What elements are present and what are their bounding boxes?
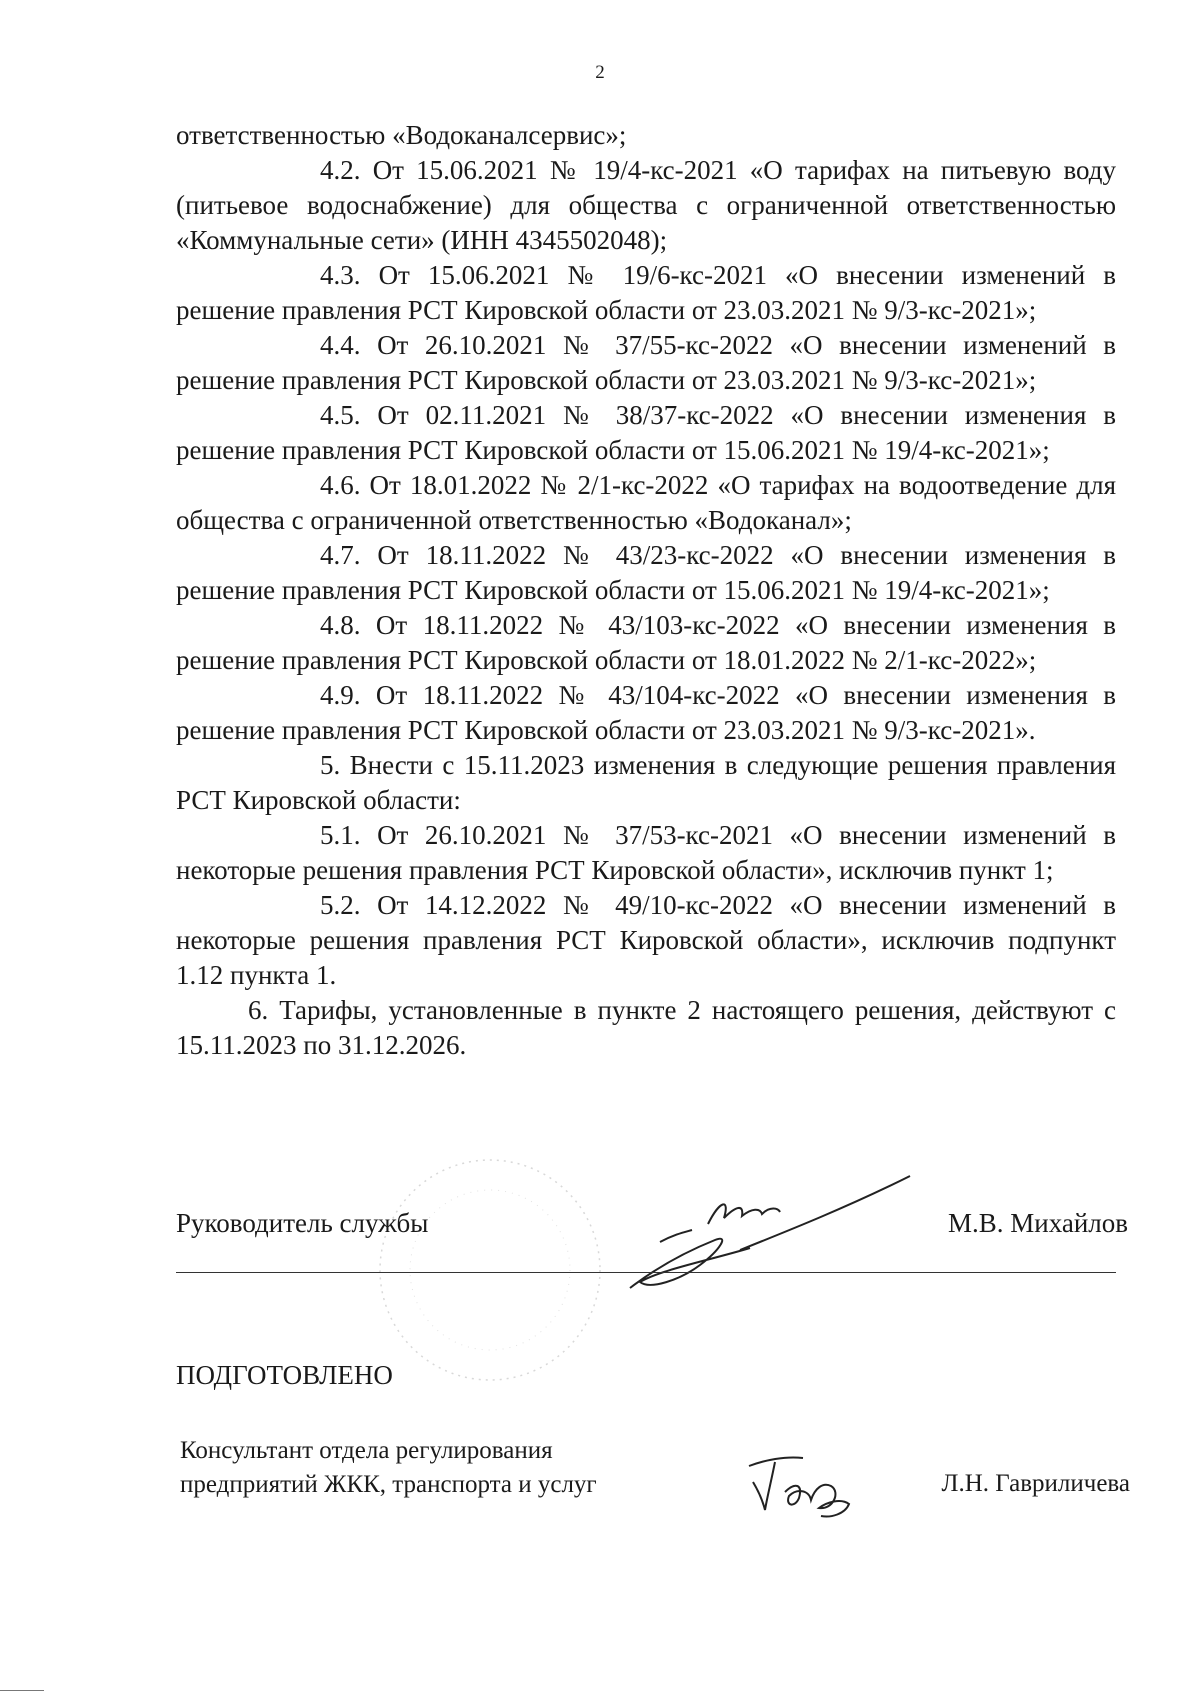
paragraph-text: От 15.06.2021 № 19/4-кс-2021 «О тарифах на питьевую воду (питьевое водоснабжение) для общества с ограниченной ответственностью «Коммунальные сети» (ИНН 4345502048); [176, 155, 1116, 255]
paragraph-4-9 [176, 678, 1116, 748]
consultant-signature [745, 1452, 855, 1522]
paragraph-4-8 [176, 608, 1116, 678]
paragraph-5-1 [176, 818, 1116, 888]
prepared-label: ПОДГОТОВЛЕНО [176, 1360, 393, 1390]
paragraph-number: 5. [320, 750, 341, 780]
paragraph-text: От 18.11.2022 № 43/23-кс-2022 «О внесении изменения в решение правления РСТ Кировской области от 15.06.2021 № 19/4-кс-2021»; [176, 540, 1116, 605]
paragraph-text: Внести с 15.11.2023 изменения в следующие решения правления РСТ Кировской области: [176, 750, 1116, 815]
faded-stamp-mark [360, 1140, 620, 1400]
consultant-title-line-1: Консультант отдела регулирования [180, 1437, 553, 1464]
paragraph-text: От 14.12.2022 № 49/10-кс-2022 «О внесении изменений в некоторые решения правления РСТ Кировской области», исключив подпункт 1.12 пункта 1. [176, 890, 1117, 990]
paragraph-text: ответственностью «Водоканалсервис»; [176, 120, 627, 150]
paragraph-number: 5.2. [320, 890, 361, 920]
consultant-title [180, 1434, 597, 1502]
paragraph-4-4 [176, 328, 1116, 398]
paragraph-5-2 [176, 888, 1116, 993]
paragraph-4-7 [176, 538, 1116, 608]
page-edge-mark [0, 1690, 44, 1691]
paragraph-text: От 18.11.2022 № 43/104-кс-2022 «О внесении изменения в решение правления РСТ Кировской области от 23.03.2021 № 9/3-кс-2021». [176, 680, 1116, 745]
paragraph-number: 4.3. [320, 260, 361, 290]
consultant-title-line-2: предприятий ЖКК, транспорта и услуг [180, 1471, 597, 1498]
paragraph-4-3 [176, 258, 1116, 328]
paragraph-text: От 18.11.2022 № 43/103-кс-2022 «О внесении изменения в решение правления РСТ Кировской области от 18.01.2022 № 2/1-кс-2022»; [176, 610, 1116, 675]
paragraph-4-2 [176, 153, 1116, 258]
consultant-name: Л.Н. Гавриличева [941, 1470, 1130, 1497]
document-body [176, 118, 1116, 1063]
paragraph-5 [176, 748, 1116, 818]
paragraph-text: От 26.10.2021 № 37/55-кс-2022 «О внесении изменений в решение правления РСТ Кировской области от 23.03.2021 № 9/3-кс-2021»; [176, 330, 1117, 395]
paragraph-number: 6. [248, 995, 269, 1025]
paragraph-4-5 [176, 398, 1116, 468]
paragraph-text: От 02.11.2021 № 38/37-кс-2022 «О внесении изменения в решение правления РСТ Кировской области от 15.06.2021 № 19/4-кс-2021»; [176, 400, 1116, 465]
head-signature [620, 1170, 920, 1300]
paragraph-number: 4.4. [320, 330, 361, 360]
paragraph-number: 4.9. [320, 680, 361, 710]
paragraph-text: От 26.10.2021 № 37/53-кс-2021 «О внесении изменений в некоторые решения правления РСТ Кировской области», исключив пункт 1; [176, 820, 1117, 885]
paragraph-number: 4.5. [320, 400, 361, 430]
paragraph-number: 5.1. [320, 820, 361, 850]
paragraph-text: Тарифы, установленные в пункте 2 настоящего решения, действуют с 15.11.2023 по 31.12.2026. [176, 995, 1116, 1060]
paragraph-number: 4.8. [320, 610, 361, 640]
paragraph-text: От 15.06.2021 № 19/6-кс-2021 «О внесении изменений в решение правления РСТ Кировской области от 23.03.2021 № 9/3-кс-2021»; [176, 260, 1117, 325]
paragraph-number: 4.6. [320, 470, 361, 500]
paragraph-6 [176, 993, 1116, 1063]
paragraph-number: 4.2. [320, 155, 361, 185]
page-number: 2 [595, 62, 605, 83]
paragraph-number: 4.7. [320, 540, 361, 570]
paragraph-continuation [176, 118, 1116, 153]
paragraph-text: От 18.01.2022 № 2/1-кс-2022 «О тарифах на водоотведение для общества с ограниченной ответственностью «Водоканал»; [176, 470, 1116, 535]
paragraph-4-6 [176, 468, 1116, 538]
signatory-name: М.В. Михайлов [947, 1208, 1128, 1238]
signature-underline [176, 1272, 1116, 1273]
signatory-role: Руководитель службы [176, 1208, 429, 1238]
